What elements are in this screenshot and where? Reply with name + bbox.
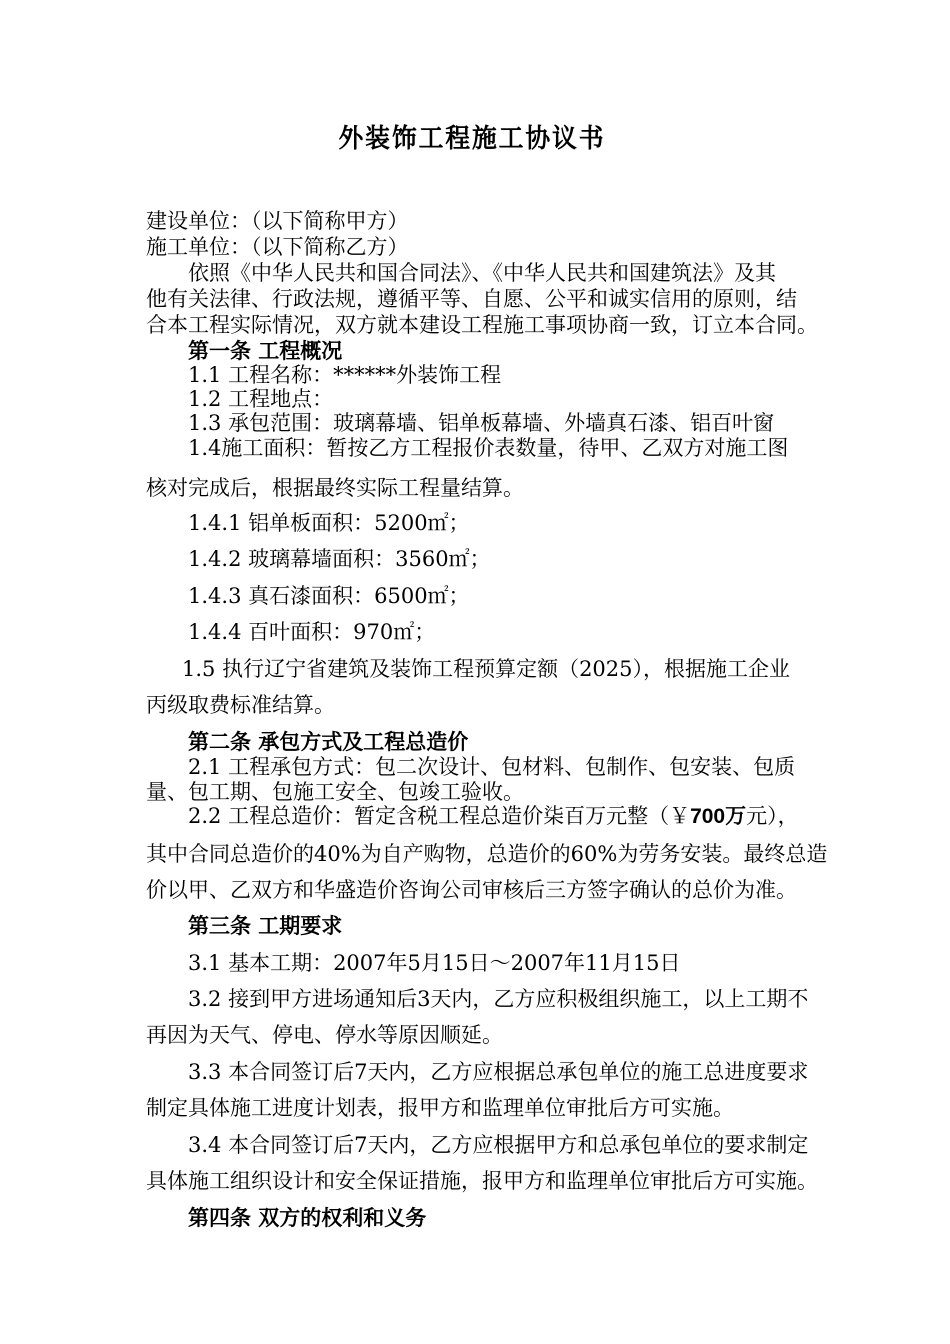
- clause-3-4-line-2: 具体施工组织设计和安全保证措施，报甲方和监理单位审批后方可实施。: [146, 1169, 818, 1193]
- clause-1-4-4: 1.4.4 百叶面积：970㎡；: [188, 620, 436, 644]
- article-4-heading: 第四条 双方的权利和义务: [188, 1205, 427, 1230]
- clause-1-3: 1.3 承包范围：玻璃幕墙、铝单板幕墙、外墙真石漆、铝百叶窗: [188, 411, 775, 435]
- preamble-line-1: 依照《中华人民共和国合同法》、《中华人民共和国建筑法》及其: [188, 261, 776, 285]
- clause-2-1-line-1: 2.1 工程承包方式：包二次设计、包材料、包制作、包安装、包质: [188, 755, 796, 779]
- preamble-line-2: 他有关法律、行政法规，遵循平等、自愿、公平和诚实信用的原则，结: [146, 287, 797, 311]
- clause-3-1: 3.1 基本工期：2007年5月15日～2007年11月15日: [188, 951, 681, 975]
- document-title: 外装饰工程施工协议书: [338, 124, 606, 154]
- article-2-heading: 第二条 承包方式及工程总造价: [188, 729, 469, 754]
- clause-1-5-line-1: 1.5 执行辽宁省建筑及装饰工程预算定额（2025），根据施工企业: [182, 657, 791, 681]
- clause-1-4-1: 1.4.1 铝单板面积：5200㎡；: [188, 511, 470, 535]
- clause-3-3-line-2: 制定具体施工进度计划表，报甲方和监理单位审批后方可实施。: [146, 1096, 734, 1120]
- article-1-heading: 第一条 工程概况: [188, 338, 343, 363]
- article-3-heading: 第三条 工期要求: [188, 913, 343, 938]
- clause-2-2-line-1: [188, 803, 799, 830]
- clause-2-2-tail: 元），: [746, 804, 799, 828]
- clause-3-4-line-1: 3.4 本合同签订后7天内，乙方应根据甲方和总承包单位的要求制定: [188, 1133, 809, 1157]
- total-price-amount: 700万: [690, 805, 747, 828]
- party-b-line: 施工单位：（以下简称乙方）: [146, 235, 409, 259]
- clause-3-2-line-2: 再因为天气、停电、停水等原因顺延。: [146, 1023, 503, 1047]
- clause-3-3-line-1: 3.3 本合同签订后7天内，乙方应根据总承包单位的施工总进度要求: [188, 1060, 809, 1084]
- clause-2-2-line-3: 价以甲、乙双方和华盛造价咨询公司审核后三方签字确认的总价为准。: [146, 878, 797, 902]
- clause-1-1: 1.1 工程名称：******外装饰工程: [188, 363, 502, 387]
- party-a-line: 建设单位：（以下简称甲方）: [146, 209, 409, 233]
- clause-2-1-line-2: 量、包工期、包施工安全、包竣工验收。: [146, 780, 524, 804]
- clause-2-2-text: 2.2 工程总造价：暂定含税工程总造价柒百万元整（￥: [188, 804, 691, 828]
- clause-1-4-3: 1.4.3 真石漆面积：6500㎡；: [188, 584, 470, 608]
- clause-3-2-line-1: 3.2 接到甲方进场通知后3天内，乙方应积极组织施工，以上工期不: [188, 987, 809, 1011]
- clause-1-2: 1.2 工程地点：: [188, 387, 334, 411]
- clause-1-4-line-2: 核对完成后，根据最终实际工程量结算。: [146, 476, 524, 500]
- clause-1-4-2: 1.4.2 玻璃幕墙面积：3560㎡；: [188, 547, 491, 571]
- clause-2-2-line-2: 其中合同总造价的40%为自产购物，总造价的60%为劳务安装。最终总造: [146, 842, 828, 866]
- clause-1-5-line-2: 丙级取费标准结算。: [146, 693, 335, 717]
- preamble-line-3: 合本工程实际情况，双方就本建设工程施工事项协商一致，订立本合同。: [146, 313, 818, 337]
- clause-1-4-line-1: 1.4施工面积：暂按乙方工程报价表数量，待甲、乙双方对施工图: [188, 436, 789, 460]
